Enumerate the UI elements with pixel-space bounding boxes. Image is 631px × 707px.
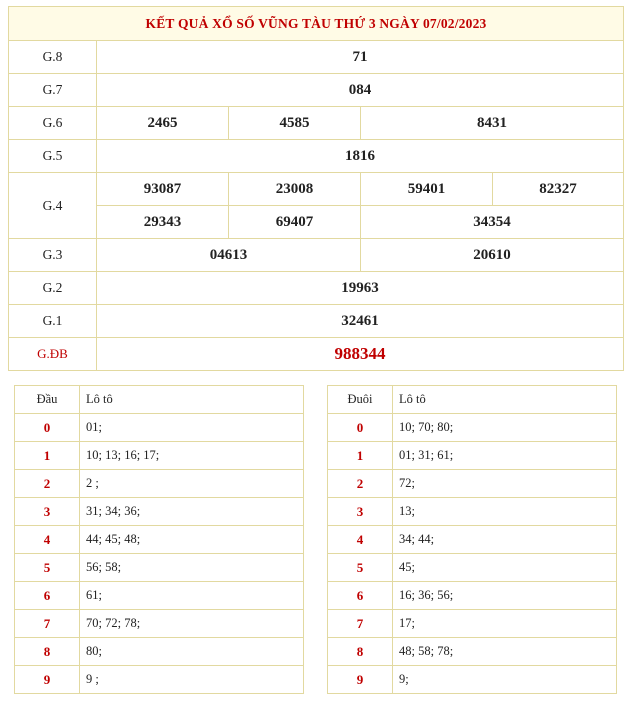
tail-value-5: 45; xyxy=(393,554,617,582)
head-key-0: 0 xyxy=(15,414,80,442)
prize-value-g4-7: 34354 xyxy=(361,206,624,239)
tail-value-8: 48; 58; 78; xyxy=(393,638,617,666)
tail-key-4: 4 xyxy=(328,526,393,554)
table-row xyxy=(9,173,624,206)
tail-key-2: 2 xyxy=(328,470,393,498)
prize-value-g4-1: 93087 xyxy=(97,173,229,206)
head-value-2: 2 ; xyxy=(80,470,304,498)
table-row xyxy=(328,554,617,582)
table-row xyxy=(328,498,617,526)
tail-key-3: 3 xyxy=(328,498,393,526)
head-col-value: Lô tô xyxy=(80,386,304,414)
prize-value-g4-5: 29343 xyxy=(97,206,229,239)
tail-value-3: 13; xyxy=(393,498,617,526)
prize-value-g2: 19963 xyxy=(97,272,624,305)
prize-label-g7: G.7 xyxy=(9,74,97,107)
table-row xyxy=(9,41,624,74)
table-row xyxy=(9,107,624,140)
table-row xyxy=(9,272,624,305)
prize-value-g6-2: 4585 xyxy=(229,107,361,140)
table-row xyxy=(15,442,304,470)
table-row xyxy=(9,305,624,338)
table-row xyxy=(328,638,617,666)
head-key-2: 2 xyxy=(15,470,80,498)
tail-key-0: 0 xyxy=(328,414,393,442)
table-row xyxy=(15,526,304,554)
prize-value-g6-1: 2465 xyxy=(97,107,229,140)
prize-value-g3-2: 20610 xyxy=(361,239,624,272)
prize-label-g1: G.1 xyxy=(9,305,97,338)
table-row xyxy=(15,610,304,638)
tail-col-value: Lô tô xyxy=(393,386,617,414)
tail-key-9: 9 xyxy=(328,666,393,694)
prize-label-gdb: G.ĐB xyxy=(9,338,97,371)
prize-value-g4-3: 59401 xyxy=(361,173,493,206)
table-row xyxy=(15,554,304,582)
table-row xyxy=(9,74,624,107)
table-row xyxy=(15,498,304,526)
head-value-1: 10; 13; 16; 17; xyxy=(80,442,304,470)
head-key-7: 7 xyxy=(15,610,80,638)
prize-label-g5: G.5 xyxy=(9,140,97,173)
table-row xyxy=(328,470,617,498)
table-row xyxy=(15,666,304,694)
prize-label-g2: G.2 xyxy=(9,272,97,305)
head-loto-table xyxy=(14,385,304,694)
prize-value-g7: 084 xyxy=(97,74,624,107)
table-row xyxy=(328,526,617,554)
table-row xyxy=(15,470,304,498)
prize-label-g6: G.6 xyxy=(9,107,97,140)
tail-value-7: 17; xyxy=(393,610,617,638)
head-key-8: 8 xyxy=(15,638,80,666)
head-col-key: Đầu xyxy=(15,386,80,414)
loto-tables-container xyxy=(8,385,623,694)
table-header-row xyxy=(328,386,617,414)
table-row xyxy=(328,582,617,610)
prize-label-g8: G.8 xyxy=(9,41,97,74)
head-value-6: 61; xyxy=(80,582,304,610)
prize-value-gdb: 988344 xyxy=(97,338,624,371)
head-key-6: 6 xyxy=(15,582,80,610)
tail-key-8: 8 xyxy=(328,638,393,666)
tail-key-1: 1 xyxy=(328,442,393,470)
head-key-5: 5 xyxy=(15,554,80,582)
prize-value-g4-2: 23008 xyxy=(229,173,361,206)
table-row xyxy=(9,338,624,371)
head-value-4: 44; 45; 48; xyxy=(80,526,304,554)
table-row xyxy=(328,610,617,638)
table-row xyxy=(15,582,304,610)
table-header-row xyxy=(15,386,304,414)
prize-value-g8: 71 xyxy=(97,41,624,74)
head-value-0: 01; xyxy=(80,414,304,442)
tail-value-1: 01; 31; 61; xyxy=(393,442,617,470)
head-value-8: 80; xyxy=(80,638,304,666)
tail-col-key: Đuôi xyxy=(328,386,393,414)
prize-label-g4: G.4 xyxy=(9,173,97,239)
head-key-9: 9 xyxy=(15,666,80,694)
table-row xyxy=(328,442,617,470)
tail-value-0: 10; 70; 80; xyxy=(393,414,617,442)
prize-value-g4-6: 69407 xyxy=(229,206,361,239)
head-value-9: 9 ; xyxy=(80,666,304,694)
tail-value-2: 72; xyxy=(393,470,617,498)
lottery-result-table xyxy=(8,6,624,371)
table-row xyxy=(15,638,304,666)
head-key-1: 1 xyxy=(15,442,80,470)
head-key-4: 4 xyxy=(15,526,80,554)
table-row xyxy=(328,666,617,694)
tail-key-6: 6 xyxy=(328,582,393,610)
tail-value-6: 16; 36; 56; xyxy=(393,582,617,610)
tail-value-9: 9; xyxy=(393,666,617,694)
table-row xyxy=(15,414,304,442)
table-row xyxy=(9,140,624,173)
table-row xyxy=(328,414,617,442)
head-value-3: 31; 34; 36; xyxy=(80,498,304,526)
tail-value-4: 34; 44; xyxy=(393,526,617,554)
prize-value-g3-1: 04613 xyxy=(97,239,361,272)
tail-loto-table xyxy=(327,385,617,694)
table-row xyxy=(9,206,624,239)
head-value-7: 70; 72; 78; xyxy=(80,610,304,638)
page-title: KẾT QUẢ XỔ SỐ VŨNG TÀU THỨ 3 NGÀY 07/02/2023 xyxy=(9,7,624,41)
prize-value-g5: 1816 xyxy=(97,140,624,173)
tail-key-7: 7 xyxy=(328,610,393,638)
prize-value-g6-3: 8431 xyxy=(361,107,624,140)
tail-key-5: 5 xyxy=(328,554,393,582)
prize-label-g3: G.3 xyxy=(9,239,97,272)
head-key-3: 3 xyxy=(15,498,80,526)
table-row xyxy=(9,239,624,272)
prize-value-g4-4: 82327 xyxy=(493,173,624,206)
head-value-5: 56; 58; xyxy=(80,554,304,582)
prize-value-g1: 32461 xyxy=(97,305,624,338)
